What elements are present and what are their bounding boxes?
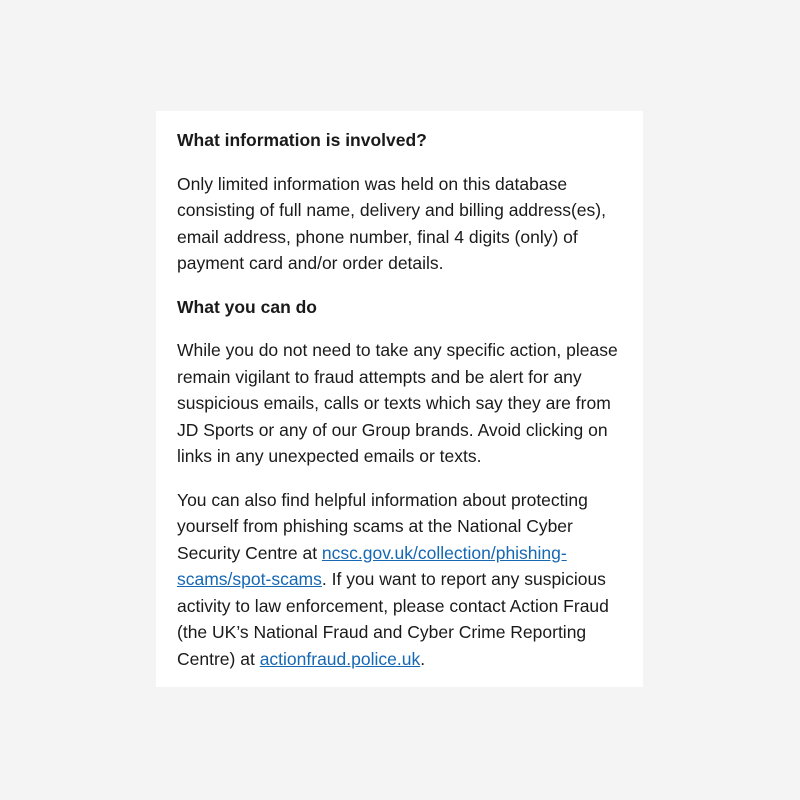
helpful-info-text-3: . bbox=[420, 648, 426, 669]
helpful-info-text-2: . If you want to report any suspicious activity to law enforcement, please contact Action Fraud (the UK’s National Fraud and Cyber Crime Reporting Centre) at bbox=[177, 569, 609, 669]
what-you-can-do-paragraph: While you do not need to take any specific action, please remain vigilant to fraud attempts and be alert for any suspicious emails, calls or texts which say they are from JD Sports or any of our Group brands. Avoid clicking on links in any unexpected emails or texts. bbox=[177, 340, 618, 466]
section-heading-what-you-can-do: What you can do bbox=[177, 296, 317, 317]
action-fraud-link[interactable]: actionfraud.police.uk bbox=[259, 648, 421, 669]
email-content-card bbox=[156, 111, 643, 687]
helpful-information-paragraph bbox=[177, 487, 625, 673]
information-involved-paragraph: Only limited information was held on this database consisting of full name, delivery and billing address(es), email address, phone number, final 4 digits (only) of payment card and/or order details. bbox=[177, 173, 606, 273]
helpful-info-text-1: You can also find helpful information about protecting yourself from phishing scams at the National Cyber Security Centre at bbox=[177, 489, 588, 563]
section-heading-information-involved: What information is involved? bbox=[177, 130, 427, 150]
ncsc-phishing-link[interactable]: ncsc.gov.uk/collection/phishing-scams/spot-scams bbox=[177, 542, 567, 589]
